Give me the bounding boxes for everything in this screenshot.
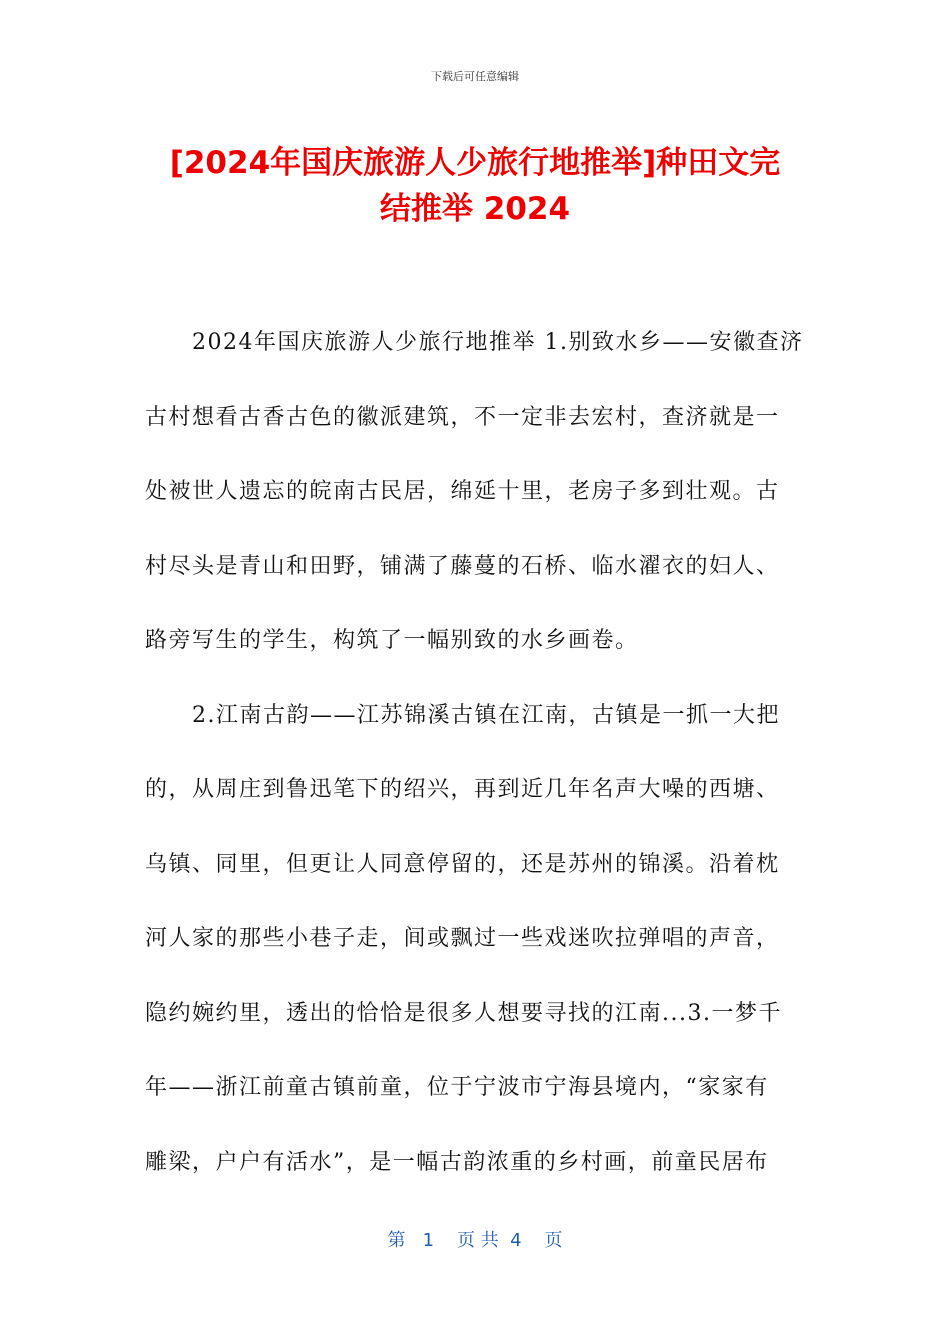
title-line-1: [2024年国庆旅游人少旅行地推举]种田文完 xyxy=(169,145,781,181)
body-line: 2.江南古韵——江苏锦溪古镇在江南，古镇是一抓一大把 xyxy=(145,702,780,728)
document-title xyxy=(120,140,830,232)
body-line: 村尽头是青山和田野，铺满了藤蔓的石桥、临水濯衣的妇人、 xyxy=(145,553,780,579)
body-line: 年——浙江前童古镇前童，位于宁波市宁海县境内，“家家有 xyxy=(145,1075,769,1100)
header-note: 下载后可任意编辑 xyxy=(431,70,519,83)
body-line: 古村想看古香古色的徽派建筑，不一定非去宏村，查济就是一 xyxy=(145,404,780,430)
body-text xyxy=(145,320,805,1214)
body-line: 处被世人遗忘的皖南古民居，绵延十里，老房子多到壮观。古 xyxy=(145,479,780,504)
body-line: 雕梁，户户有活水”，是一幅古韵浓重的乡村画，前童民居布 xyxy=(145,1149,769,1175)
body-line: 隐约婉约里，透出的恰恰是很多人想要寻找的江南...3.一梦千 xyxy=(145,1000,782,1026)
page-footer: 第 1 页 共 4 页 xyxy=(387,1230,563,1251)
body-line: 路旁写生的学生，构筑了一幅别致的水乡画卷。 xyxy=(145,628,639,653)
body-line: 的，从周庄到鲁迅笔下的绍兴，再到近几年名声大噪的西塘、 xyxy=(145,777,780,802)
body-line: 乌镇、同里，但更让人同意停留的，还是苏州的锦溪。沿着枕 xyxy=(145,851,780,877)
body-line: 河人家的那些小巷子走，间或飘过一些戏迷吹拉弹唱的声音， xyxy=(145,926,780,951)
body-line: 2024年国庆旅游人少旅行地推举 1.别致水乡——安徽查济 xyxy=(145,330,804,355)
title-line-2: 结推举 2024 xyxy=(379,191,571,227)
